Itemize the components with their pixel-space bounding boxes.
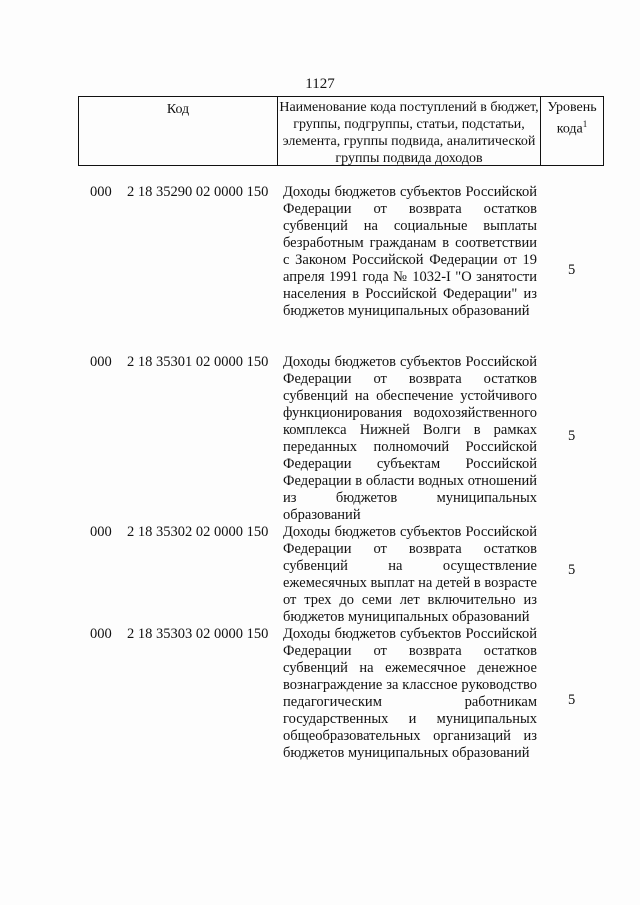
table-row <box>0 524 640 626</box>
revenue-code: 2 18 35290 02 0000 150 <box>127 184 269 200</box>
code-level: 5 <box>568 562 576 578</box>
header-level-label: Уровень кода <box>547 100 597 137</box>
page-number: 1127 <box>305 76 335 92</box>
table-row <box>0 626 640 779</box>
revenue-name: Доходы бюджетов субъектов Российской Федерации от возврата остатков субвенций на ежемесячное денежное вознаграждение за классное руководство педагогическим работникам государственных и муниципальных общеобразовательных организаций из бюджетов муниципальных образований <box>283 626 537 761</box>
table-row <box>0 184 640 354</box>
header-level <box>541 97 603 165</box>
code-level: 5 <box>568 428 576 444</box>
admin-code: 000 <box>90 524 112 540</box>
header-code: Код <box>79 97 278 165</box>
code-level: 5 <box>568 692 576 708</box>
revenue-name: Доходы бюджетов субъектов Российской Федерации от возврата остатков субвенций на обеспечение устойчивого функционирования водохозяйственного комплекса Нижней Волги в рамках переданных полномочий Российской Федерации субъектам Российской Федерации в области водных отношений из бюджетов муниципальных образований <box>283 354 537 523</box>
admin-code: 000 <box>90 184 112 200</box>
revenue-code: 2 18 35301 02 0000 150 <box>127 354 269 370</box>
header-level-footnote: 1 <box>582 119 588 129</box>
revenue-name: Доходы бюджетов субъектов Российской Федерации от возврата остатков субвенций на осуществление ежемесячных выплат на детей в возрасте от трех до семи лет включительно из бюджетов муниципальных образований <box>283 524 537 625</box>
revenue-code: 2 18 35302 02 0000 150 <box>127 524 269 540</box>
code-level: 5 <box>568 262 576 278</box>
table-row <box>0 354 640 524</box>
admin-code: 000 <box>90 354 112 370</box>
revenue-code: 2 18 35303 02 0000 150 <box>127 626 269 642</box>
admin-code: 000 <box>90 626 112 642</box>
table-header <box>78 96 604 166</box>
header-name: Наименование кода поступлений в бюджет, группы, подгруппы, статьи, подстатьи, элемента, группы подвида, аналитической группы подвида доходов <box>278 97 541 165</box>
table-body <box>0 184 640 779</box>
revenue-name: Доходы бюджетов субъектов Российской Федерации от возврата остатков субвенций на социальные выплаты безработным гражданам в соответствии с Законом Российской Федерации от 19 апреля 1991 года № 1032-I "О занятости населения в Российской Федерации" из бюджетов муниципальных образований <box>283 184 537 319</box>
